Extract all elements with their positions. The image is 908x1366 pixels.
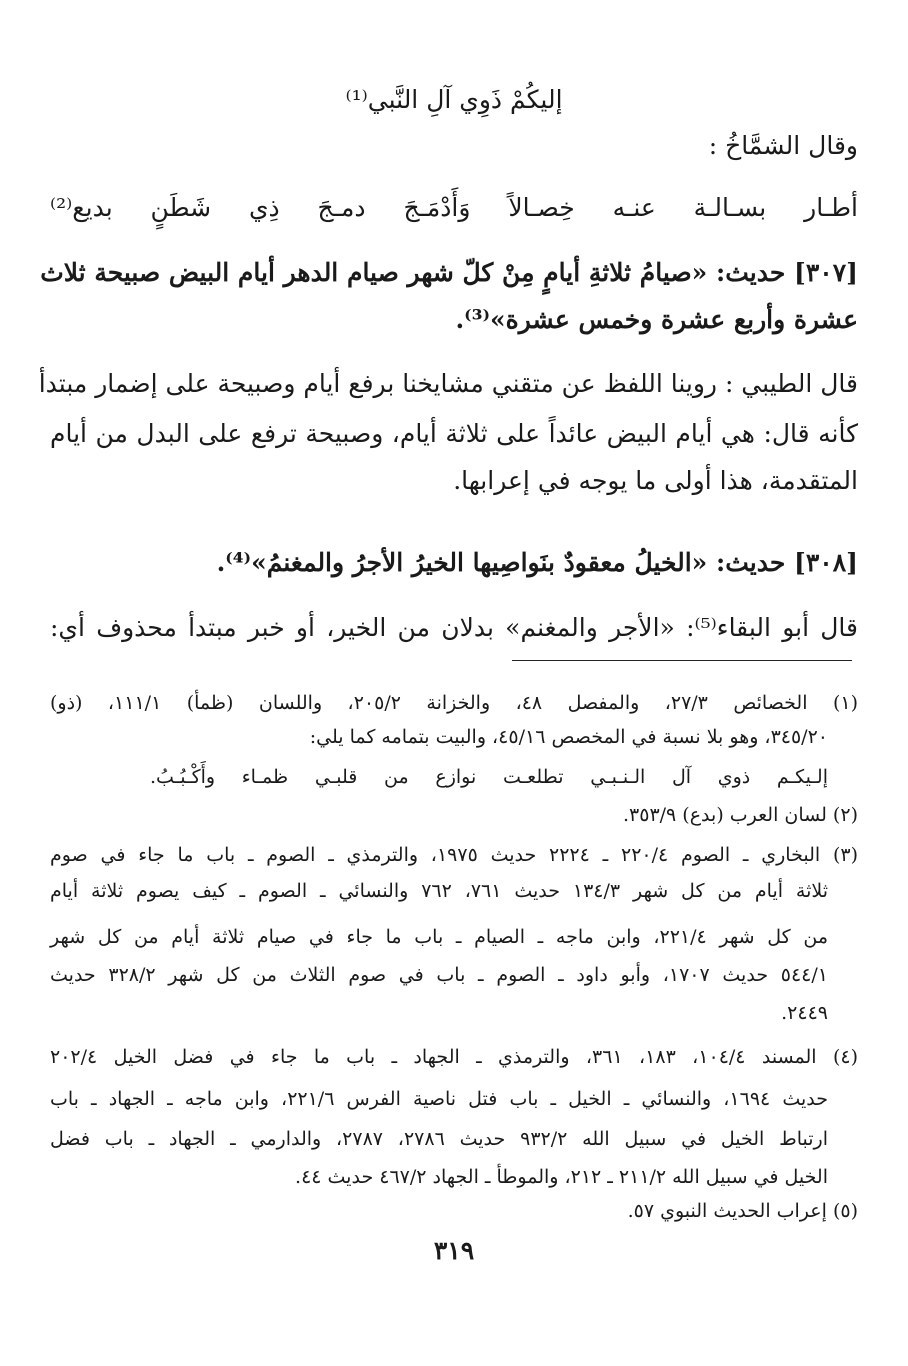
- footnote-3-line-5: ٢٤٤٩.: [781, 1002, 828, 1024]
- footnote-4-line-4: الخيل في سبيل الله ٢١١/٢ ـ ٢١٢، والموطأ ـ الجهاد ٤٦٧/٢ حديث ٤٤.: [295, 1166, 828, 1188]
- poetry-verse: أطـار بسـالـة عنـه خِصـالاً وَأَدْمَـجَ دمـجَ ذِي شَطَنٍ بديع⁽²⁾: [50, 193, 858, 222]
- footnote-5: (٥) إعراب الحديث النبوي ٥٧.: [627, 1200, 858, 1222]
- footnote-1-line-1: (١) الخصائص ٢٧/٣، والمفصل ٤٨، والخزانة ٢٠٥/٢، واللسان (ظمأ) ١١١/١، (ذو): [50, 692, 858, 714]
- commentary-line-3: المتقدمة، هذا أولى ما يوجه في إعرابها.: [453, 466, 858, 495]
- footnote-4-line-1: (٤) المسند ١٠٤/٤، ١٨٣، ٣٦١، والترمذي ـ الجهاد ـ باب ما جاء في فضل الخيل ٢٠٢/٤: [50, 1046, 859, 1068]
- commentary-line-1: قال الطيبي : روينا اللفظ عن متقني مشايخنا برفع أيام وصبيحة على إضمار مبتدأ: [38, 369, 858, 398]
- footnote-3-line-4: ٥٤٤/١ حديث ١٧٠٧، وأبو داود ـ الصوم ـ باب في صوم الثلاث من كل شهر ٣٢٨/٢ حديث: [50, 964, 828, 986]
- page-number: ٣١٩: [433, 1236, 475, 1265]
- footnote-3-line-1: (٣) البخاري ـ الصوم ٢٢٠/٤ ـ ٢٢٢٤ حديث ١٩٧٥، والترمذي ـ الصوم ـ باب ما جاء في صوم: [50, 844, 858, 866]
- footnote-3-line-2: ثلاثة أيام من كل شهر ١٣٤/٣ حديث ٧٦١، ٧٦٢ والنسائي ـ الصوم ـ كيف يصوم ثلاثة أيام: [50, 880, 828, 902]
- hadith-308: [٣٠٨] حديث: «الخيلُ معقودٌ بنَواصِيها الخيرُ الأجرُ والمغنمُ»⁽⁴⁾.: [216, 548, 858, 577]
- intro-line: وقال الشمَّاخُ :: [708, 131, 858, 160]
- footnote-3-line-3: من كل شهر ٢٢١/٤، وابن ماجه ـ الصيام ـ باب ما جاء في صيام ثلاثة أيام من كل شهر: [50, 926, 828, 948]
- hadith-307-line-1: [٣٠٧] حديث: «صيامُ ثلاثةِ أيامٍ مِنْ كلّ شهر صيام الدهر أيام البيض صبيحة ثلاث: [40, 258, 858, 287]
- header-verse: إليكُمْ ذَوِي آلِ النَّبي⁽¹⁾: [345, 85, 563, 114]
- footnote-2: (٢) لسان العرب (بدع) ٣٥٣/٩.: [622, 804, 858, 826]
- footnote-divider: [512, 660, 852, 661]
- footnote-4-line-2: حديث ١٦٩٤، والنسائي ـ الخيل ـ باب فتل ناصية الفرس ٢٢١/٦، وابن ماجه ـ الجهاد ـ باب: [50, 1088, 828, 1110]
- hadith-307-line-2: عشرة وأربع عشرة وخمس عشرة»⁽³⁾.: [455, 305, 858, 334]
- abu-baqa-line: قال أبو البقاء⁽⁵⁾: «الأجر والمغنم» بدلان من الخير، أو خبر مبتدأ محذوف أي:: [50, 613, 858, 642]
- footnote-1-verse: إلـيكـم ذوي آل الـنـبـي تطلعـت نوازع من قلبـي ظمـاء وأَكْـبُـبُ.: [150, 766, 828, 788]
- footnote-1-line-2: ٣٤٥/٢٠، وهو بلا نسبة في المخصص ٤٥/١٦، والبيت بتمامه كما يلي:: [309, 726, 828, 748]
- commentary-line-2: كأنه قال: هي أيام البيض عائداً على ثلاثة أيام، وصبيحة ترفع على البدل من أيام: [50, 419, 858, 448]
- footnote-4-line-3: ارتباط الخيل في سبيل الله ٩٣٢/٢ حديث ٢٧٨٦، ٢٧٨٧، والدارمي ـ الجهاد ـ باب فضل: [50, 1128, 829, 1150]
